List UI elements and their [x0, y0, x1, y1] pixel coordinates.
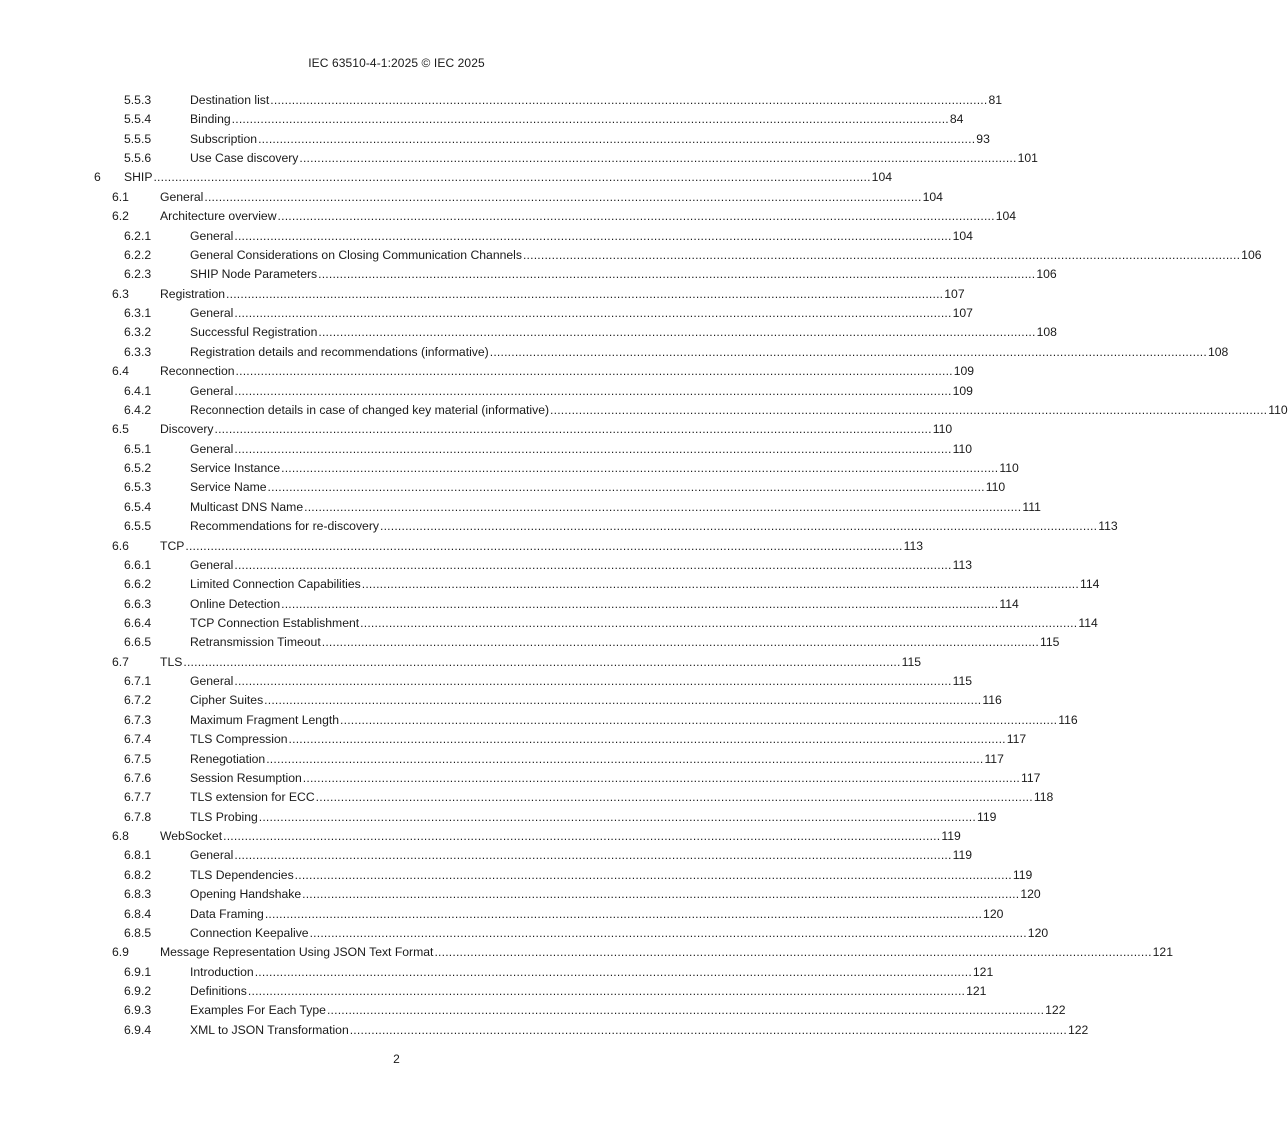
toc-entry[interactable]	[0, 847, 973, 863]
toc-entry-page: 104	[922, 189, 943, 204]
toc-entry-page: 81	[988, 93, 1003, 107]
dot-leader: ........................................................................................................................................................................................................	[302, 770, 1020, 785]
dot-leader: ........................................................................................................................................................................................................	[254, 964, 972, 979]
toc-entry-title[interactable]: Registration details and recommendations (informative)	[190, 344, 489, 359]
toc-entry[interactable]	[0, 228, 973, 244]
toc-entry-title[interactable]: General	[190, 228, 234, 243]
toc-entry-page: 117	[984, 751, 1004, 766]
toc-entry-title[interactable]: SHIP Node Parameters	[190, 267, 318, 282]
toc-entry-number: 5.5.3	[124, 93, 152, 107]
dot-leader: ........................................................................................................................................................................................................	[360, 615, 1078, 630]
toc-entry-number: 6.9.2	[124, 984, 152, 999]
dot-leader: ........................................................................................................................................................................................................	[234, 306, 952, 321]
dot-leader: ........................................................................................................................................................................................................	[349, 1022, 1067, 1037]
toc-entry-number: 6.2.2	[124, 247, 152, 262]
toc-entry[interactable]	[0, 867, 1033, 883]
toc-entry-title[interactable]: TLS Probing	[190, 809, 258, 824]
toc-entry[interactable]	[0, 731, 1027, 747]
toc-entry-page: 117	[1021, 770, 1041, 785]
toc-entry[interactable]	[0, 402, 1288, 418]
toc-entry[interactable]	[0, 964, 994, 980]
toc-entry-title[interactable]: Cipher Suites	[190, 693, 264, 708]
dot-leader: ........................................................................................................................................................................................................	[361, 577, 1079, 592]
dot-leader: ........................................................................................................................................................................................................	[234, 848, 952, 863]
toc-entry[interactable]	[0, 886, 1041, 902]
dot-leader: ........................................................................................................................................................................................................	[309, 925, 1027, 940]
toc-entry[interactable]	[0, 751, 1004, 767]
dot-leader: ........................................................................................................................................................................................................	[318, 325, 1036, 340]
toc-entry-page: 84	[949, 112, 964, 127]
toc-entry[interactable]	[0, 925, 1049, 941]
dot-leader: ........................................................................................................................................................................................................	[153, 170, 871, 185]
dot-leader: ........................................................................................................................................................................................................	[258, 809, 976, 824]
dot-leader: ........................................................................................................................................................................................................	[304, 499, 1022, 514]
dot-leader: ........................................................................................................................................................................................................	[223, 829, 941, 844]
toc-entry-page: 116	[1058, 712, 1078, 727]
toc-entry[interactable]	[0, 809, 997, 825]
toc-entry-title[interactable]: Registration	[160, 286, 226, 301]
toc-entry-number: 5.5.6	[124, 151, 152, 166]
toc-entry-title[interactable]: Multicast DNS Name	[190, 499, 304, 514]
dot-leader: ........................................................................................................................................................................................................	[231, 112, 949, 127]
toc-entry-page: 115	[952, 674, 973, 689]
toc-entry-number: 6.7.6	[124, 770, 152, 785]
toc-entry-number: 6.5	[112, 422, 129, 437]
toc-entry-title[interactable]: Definitions	[190, 984, 247, 999]
dot-leader: ........................................................................................................................................................................................................	[550, 402, 1268, 417]
toc-entry[interactable]	[0, 712, 1078, 728]
toc-entry[interactable]	[0, 363, 975, 379]
toc-entry-number: 6.8.4	[124, 906, 152, 921]
toc-entry[interactable]	[0, 789, 1054, 805]
toc-entry-page: 119	[1012, 867, 1033, 882]
toc-entry-page: 122	[1067, 1022, 1089, 1037]
toc-entry-page: 113	[1098, 519, 1118, 534]
toc-entry[interactable]	[0, 305, 973, 321]
toc-entry-number: 6.7.4	[124, 732, 152, 747]
toc-entry[interactable]	[0, 383, 973, 399]
toc-entry-number: 6.3	[112, 286, 129, 301]
toc-entry[interactable]	[0, 1002, 1066, 1018]
toc-entry-title[interactable]: Reconnection	[160, 364, 235, 379]
toc-entry-title[interactable]: TLS extension for ECC	[190, 790, 315, 805]
toc-entry-number: 6.8.3	[124, 887, 152, 902]
dot-leader: ........................................................................................................................................................................................................	[434, 945, 1152, 960]
toc-entry-page: 118	[1033, 790, 1054, 805]
toc-entry-title[interactable]: Limited Connection Capabilities	[190, 577, 361, 592]
toc-entry-page: 121	[1152, 945, 1173, 960]
dot-leader: ........................................................................................................................................................................................................	[270, 93, 988, 107]
toc-entry-number: 5.5.4	[124, 112, 152, 127]
toc-entry-number: 6.9.3	[124, 1003, 152, 1018]
toc-entry-title[interactable]: TCP Connection Establishment	[190, 615, 360, 630]
toc-entry-title[interactable]: Online Detection	[190, 596, 281, 611]
toc-entry-title[interactable]: Data Framing	[190, 906, 264, 921]
toc-entry-number: 6.5.3	[124, 480, 152, 495]
toc-entry[interactable]	[0, 499, 1041, 515]
toc-entry-page: 119	[976, 809, 997, 824]
toc-entry-title[interactable]: Use Case discovery	[190, 151, 299, 166]
toc-entry[interactable]	[0, 479, 1006, 495]
toc-entry-page: 114	[1078, 615, 1098, 630]
dot-leader: ........................................................................................................................................................................................................	[267, 480, 985, 495]
toc-entry-page: 116	[982, 693, 1002, 708]
toc-entry[interactable]	[0, 441, 973, 457]
toc-entry[interactable]	[0, 906, 1004, 922]
toc-entry-page: 101	[1017, 151, 1038, 166]
toc-entry-title[interactable]: TLS Compression	[190, 732, 288, 747]
toc-entry-page: 106	[1036, 267, 1057, 282]
toc-entry-page: 121	[972, 964, 994, 979]
toc-entry[interactable]	[0, 518, 1118, 534]
toc-entry-title[interactable]: Reconnection details in case of changed key material (informative)	[190, 402, 550, 417]
toc-entry-page: 107	[944, 286, 965, 301]
toc-entry-number: 6.1	[112, 189, 129, 204]
toc-entry-number: 6.6.2	[124, 577, 152, 592]
toc-entry[interactable]	[0, 557, 973, 573]
toc-entry-title[interactable]: TCP	[160, 538, 185, 553]
toc-entry-number: 6.5.1	[124, 441, 152, 456]
toc-entry-number: 6.8.2	[124, 867, 152, 882]
toc-entry-title[interactable]: Recommendations for re-discovery	[190, 519, 379, 534]
toc-entry[interactable]	[0, 421, 953, 437]
toc-entry-title[interactable]: General	[190, 557, 234, 572]
toc-entry[interactable]	[0, 324, 1057, 340]
dot-leader: ........................................................................................................................................................................................................	[299, 151, 1017, 166]
toc-entry-number: 6.3.3	[124, 344, 152, 359]
toc-entry[interactable]	[0, 169, 893, 185]
dot-leader: ........................................................................................................................................................................................................	[204, 189, 922, 204]
toc-entry-number: 6.3.2	[124, 325, 152, 340]
toc-entry-page: 110	[1268, 402, 1288, 417]
toc-entry-title[interactable]: Service Name	[190, 480, 267, 495]
toc-entry-number: 6.4.2	[124, 402, 152, 417]
toc-entry-page: 114	[1079, 577, 1100, 592]
dot-leader: ........................................................................................................................................................................................................	[226, 286, 944, 301]
dot-leader: ........................................................................................................................................................................................................	[235, 364, 953, 379]
dot-leader: ........................................................................................................................................................................................................	[281, 596, 999, 611]
dot-leader: ........................................................................................................................................................................................................	[326, 1003, 1045, 1018]
toc-entry[interactable]	[0, 131, 990, 147]
toc-entry-number: 6.8.5	[124, 925, 152, 940]
toc-entry-title[interactable]: Opening Handshake	[190, 887, 302, 902]
toc-entry-page: 109	[952, 383, 973, 398]
toc-entry[interactable]	[0, 944, 1173, 960]
dot-leader: ........................................................................................................................................................................................................	[234, 441, 952, 456]
toc-entry-number: 6.7.8	[124, 809, 152, 824]
toc-entry-title[interactable]: General Considerations on Closing Communication Channels	[190, 247, 522, 262]
toc-entry-title[interactable]: Subscription	[190, 131, 258, 146]
dot-leader: ........................................................................................................................................................................................................	[318, 267, 1036, 282]
toc-entry-title[interactable]: General	[160, 189, 204, 204]
dot-leader: ........................................................................................................................................................................................................	[302, 887, 1020, 902]
toc-entry-title[interactable]: Maximum Fragment Length	[190, 712, 340, 727]
toc-entry-title[interactable]: General	[190, 441, 234, 456]
toc-entry-title[interactable]: TLS Dependencies	[190, 867, 294, 882]
toc-entry-number: 6.6	[112, 538, 129, 553]
toc-entry-page: 119	[952, 848, 973, 863]
toc-entry-page: 110	[985, 480, 1006, 495]
toc-entry[interactable]	[0, 634, 1060, 650]
toc-entry-number: 6.6.4	[124, 615, 152, 630]
page-number: 2	[393, 1052, 400, 1066]
dot-leader: ........................................................................................................................................................................................................	[489, 344, 1207, 359]
dot-leader: ........................................................................................................................................................................................................	[185, 538, 903, 553]
toc-entry-page: 104	[871, 170, 893, 185]
toc-entry-number: 6.7.5	[124, 751, 152, 766]
toc-entry[interactable]	[0, 92, 1003, 108]
toc-entry[interactable]	[0, 983, 987, 999]
toc-entry-number: 6.9.1	[124, 964, 152, 979]
dot-leader: ........................................................................................................................................................................................................	[315, 790, 1033, 805]
toc-entry-page: 108	[1207, 344, 1229, 359]
toc-entry-page: 115	[1039, 635, 1060, 650]
dot-leader: ........................................................................................................................................................................................................	[234, 674, 952, 689]
toc-entry[interactable]	[0, 692, 1002, 708]
toc-entry[interactable]	[0, 189, 943, 205]
toc-entry-page: 120	[983, 906, 1004, 921]
toc-entry-page: 104	[995, 209, 1017, 224]
toc-entry-title[interactable]: SHIP	[124, 170, 153, 185]
toc-entry-number: 6	[94, 170, 101, 185]
toc-entry-title[interactable]: Binding	[190, 112, 231, 127]
toc-entry-number: 6.6.1	[124, 557, 152, 572]
toc-entry-number: 6.2.3	[124, 267, 152, 282]
toc-entry-number: 6.3.1	[124, 306, 152, 321]
toc-entry[interactable]	[0, 286, 965, 302]
toc-entry-title[interactable]: Session Resumption	[190, 770, 302, 785]
dot-leader: ........................................................................................................................................................................................................	[340, 712, 1058, 727]
toc-entry-page: 120	[1020, 887, 1041, 902]
toc-entry-page: 110	[999, 461, 1019, 476]
toc-entry-page: 120	[1027, 925, 1049, 940]
dot-leader: ........................................................................................................................................................................................................	[234, 557, 952, 572]
toc-entry-number: 6.7.3	[124, 712, 152, 727]
dot-leader: ........................................................................................................................................................................................................	[281, 461, 999, 476]
toc-entry-page: 110	[952, 441, 973, 456]
toc-entry-title[interactable]: General	[190, 383, 234, 398]
toc-entry[interactable]	[0, 344, 1229, 360]
dot-leader: ........................................................................................................................................................................................................	[214, 422, 932, 437]
toc-entry-page: 93	[976, 131, 990, 146]
dot-leader: ........................................................................................................................................................................................................	[522, 247, 1241, 262]
toc-entry[interactable]	[0, 247, 1262, 263]
toc-entry-number: 6.4.1	[124, 383, 152, 398]
toc-entry-page: 104	[952, 228, 973, 243]
toc-entry-title[interactable]: Introduction	[190, 964, 254, 979]
toc-entry-page: 107	[952, 306, 973, 321]
toc-entry-number: 6.8	[112, 829, 129, 844]
toc-entry[interactable]	[0, 615, 1098, 631]
toc-entry-page: 115	[901, 654, 922, 669]
toc-entry-number: 6.7.7	[124, 790, 152, 805]
toc-entry-title[interactable]: Retransmission Timeout	[190, 635, 321, 650]
toc-entry[interactable]	[0, 538, 924, 554]
toc-entry-title[interactable]: General	[190, 674, 234, 689]
toc-entry-number: 6.9	[112, 945, 129, 960]
toc-entry-title[interactable]: Successful Registration	[190, 325, 318, 340]
toc-entry-page: 113	[903, 538, 924, 553]
toc-entry[interactable]	[0, 208, 1017, 224]
dot-leader: ........................................................................................................................................................................................................	[234, 228, 952, 243]
toc-entry-number: 6.5.4	[124, 499, 152, 514]
toc-entry-title[interactable]: Renegotiation	[190, 751, 266, 766]
toc-entry-number: 6.7.1	[124, 674, 152, 689]
toc-entry-page: 106	[1241, 247, 1262, 262]
dot-leader: ........................................................................................................................................................................................................	[379, 519, 1098, 534]
toc-entry-title[interactable]: General	[190, 848, 234, 863]
dot-leader: ........................................................................................................................................................................................................	[321, 635, 1039, 650]
toc-entry-title[interactable]: XML to JSON Transformation	[190, 1022, 349, 1037]
toc-entry-page: 113	[952, 557, 973, 572]
dot-leader: ........................................................................................................................................................................................................	[264, 906, 983, 921]
toc-entry-page: 109	[953, 364, 975, 379]
toc-entry[interactable]	[0, 111, 964, 127]
toc-entry-number: 6.6.5	[124, 635, 152, 650]
toc-entry-title[interactable]: WebSocket	[160, 829, 223, 844]
toc-entry[interactable]	[0, 770, 1041, 786]
toc-entry-number: 6.2.1	[124, 228, 152, 243]
toc-entry-number: 5.5.5	[124, 131, 152, 146]
dot-leader: ........................................................................................................................................................................................................	[266, 751, 984, 766]
toc-entry-page: 119	[941, 829, 961, 844]
toc-entry[interactable]	[0, 654, 922, 670]
toc-entry[interactable]	[0, 150, 1038, 166]
page-header: IEC 63510-4-1:2025 © IEC 2025	[308, 56, 485, 70]
toc-entry-number: 6.7.2	[124, 693, 152, 708]
toc-entry-number: 6.6.3	[124, 596, 152, 611]
toc-entry[interactable]	[0, 576, 1100, 592]
dot-leader: ........................................................................................................................................................................................................	[294, 867, 1012, 882]
toc-entry-page: 117	[1006, 732, 1027, 747]
toc-entry-number: 6.7	[112, 654, 129, 669]
toc-entry-page: 108	[1036, 325, 1057, 340]
toc-entry-page: 111	[1022, 499, 1041, 514]
dot-leader: ........................................................................................................................................................................................................	[247, 984, 966, 999]
toc-entry-number: 6.2	[112, 209, 129, 224]
toc-entry[interactable]	[0, 1022, 1089, 1038]
toc-entry-page: 121	[966, 984, 987, 999]
toc-entry-number: 6.5.2	[124, 461, 152, 476]
toc-entry-page: 110	[932, 422, 953, 437]
toc-entry-number: 6.4	[112, 364, 129, 379]
toc-entry-title[interactable]: Service Instance	[190, 461, 281, 476]
toc-entry-title[interactable]: Connection Keepalive	[190, 925, 309, 940]
toc-entry-title[interactable]: Message Representation Using JSON Text Format	[160, 945, 434, 960]
toc-entry[interactable]	[0, 460, 1019, 476]
toc-entry-title[interactable]: Destination list	[190, 93, 270, 107]
toc-entry-number: 6.9.4	[124, 1022, 152, 1037]
toc-entry[interactable]	[0, 266, 1057, 282]
dot-leader: ........................................................................................................................................................................................................	[258, 131, 976, 146]
dot-leader: ........................................................................................................................................................................................................	[288, 732, 1006, 747]
toc-entry-title[interactable]: General	[190, 306, 234, 321]
dot-leader: ........................................................................................................................................................................................................	[277, 209, 995, 224]
toc-entry-title[interactable]: Architecture overview	[160, 209, 277, 224]
toc-entry[interactable]	[0, 596, 1019, 612]
dot-leader: ........................................................................................................................................................................................................	[264, 693, 982, 708]
toc-entry-page: 122	[1045, 1003, 1066, 1018]
toc-entry[interactable]	[0, 828, 961, 844]
toc-entry-title[interactable]: Discovery	[160, 422, 214, 437]
toc-entry-page: 114	[999, 596, 1019, 611]
toc-entry-number: 6.5.5	[124, 519, 152, 534]
toc-entry[interactable]	[0, 673, 973, 689]
toc-entry-title[interactable]: Examples For Each Type	[190, 1003, 326, 1018]
toc-entry-title[interactable]: TLS	[160, 654, 183, 669]
dot-leader: ........................................................................................................................................................................................................	[183, 654, 901, 669]
dot-leader: ........................................................................................................................................................................................................	[234, 383, 952, 398]
toc-entry-number: 6.8.1	[124, 848, 152, 863]
